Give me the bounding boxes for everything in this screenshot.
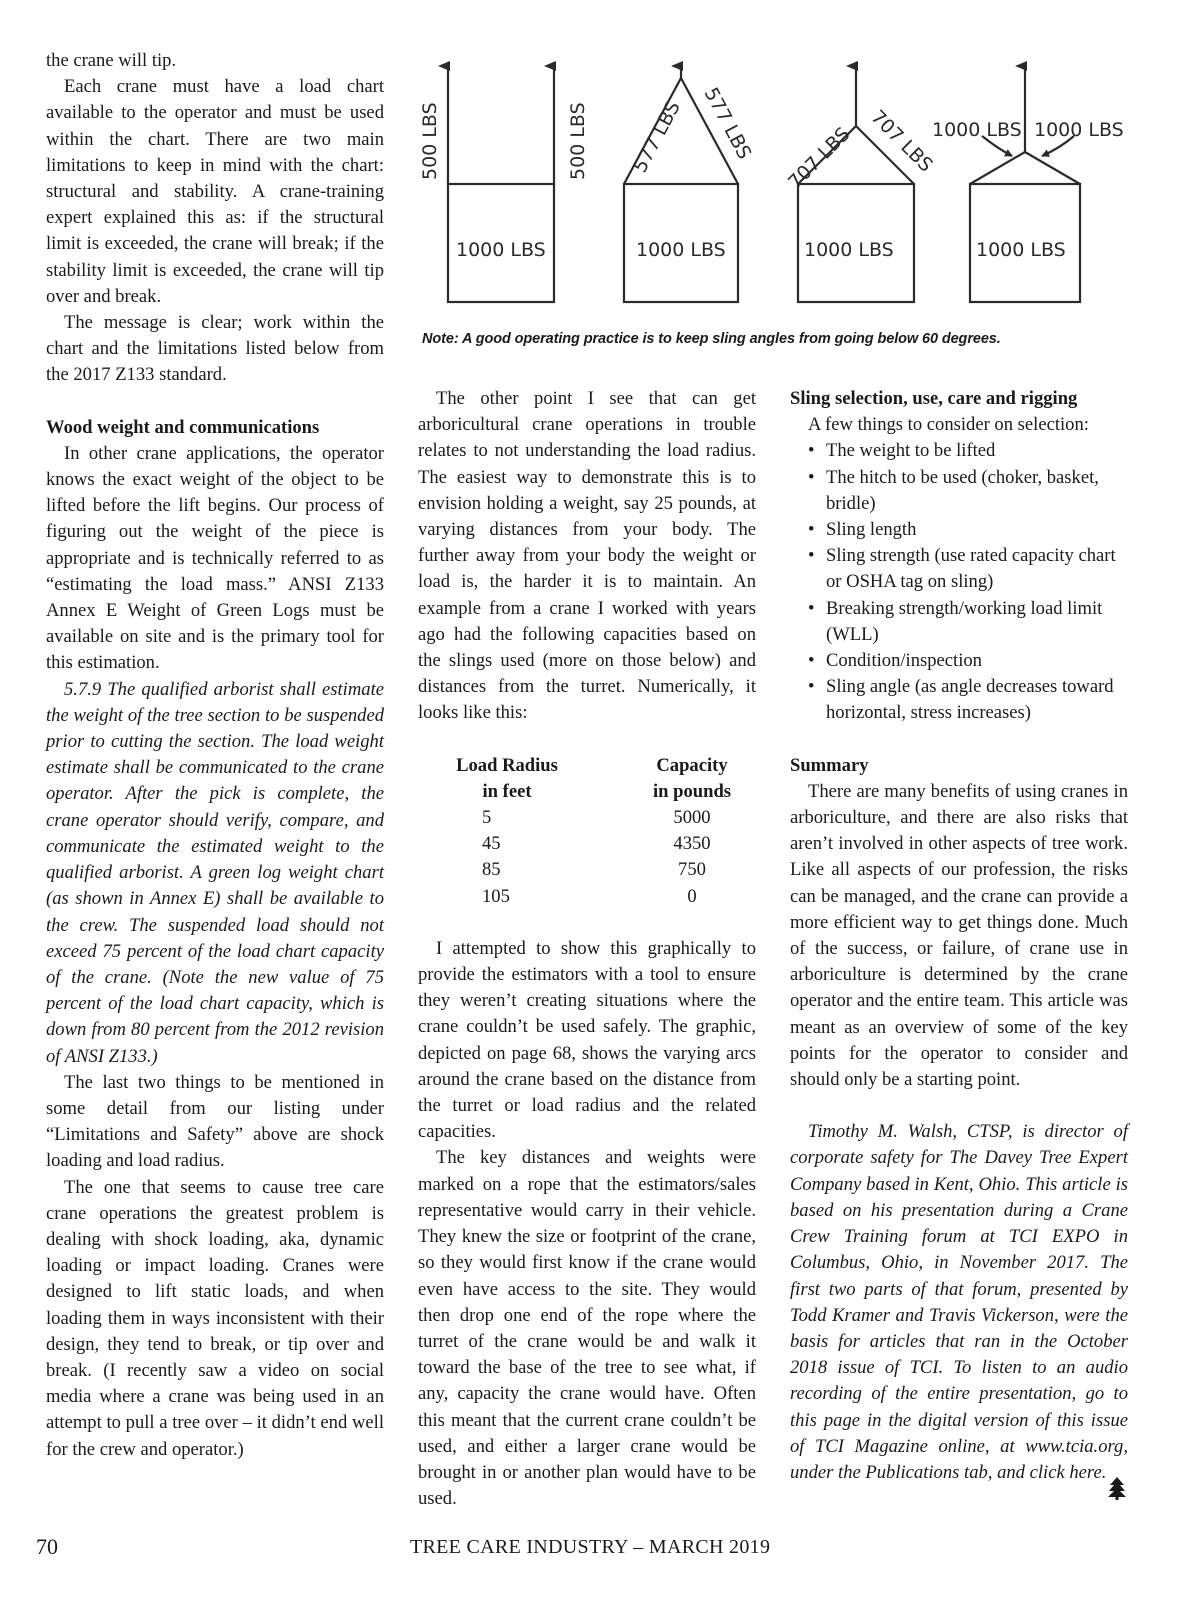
- section-heading-wood-weight: Wood weight and communications: [46, 416, 320, 438]
- label-c-right: 707 LBS: [866, 105, 937, 177]
- label-d-load: 1000 LBS: [976, 239, 1066, 261]
- table-header-radius-unit: in feet: [482, 780, 532, 802]
- sling-d-left: [970, 152, 1025, 184]
- paragraph: There are many benefits of using cranes in arboriculture, and there are also risks that aren’t involved in other aspects of tree work. Like all aspects of our profession, the risks can be managed, and the crane can provide a more efficient way to get things done. Much of the success, or failure, of crane use in arboriculture is determined by the crane operator and the entire team. This article was meant as an overview of some of the key points for the operator to consider and should only be a starting point.: [790, 780, 1128, 1091]
- paragraph: I attempted to show this graphically to provide the estimators with a tool to ensure they weren’t creating situations where the crane couldn’t be used safely. The graphic, depicted on page 68, shows the varying arcs around the crane based on the distance from the turret or load radius and the related capacities.: [418, 937, 756, 1143]
- cell-capacity: 5000: [673, 807, 711, 829]
- label-a-left: 500 LBS: [419, 102, 441, 180]
- cell-radius: 105: [482, 885, 510, 907]
- label-b-right: 577 LBS: [699, 84, 756, 163]
- table-header-capacity-unit: in pounds: [652, 780, 732, 802]
- sling-d-right: [1025, 152, 1080, 184]
- label-c-left: 707 LBS: [783, 123, 855, 194]
- table-header-radius: Load Radius: [456, 754, 558, 776]
- cell-capacity: 0: [687, 885, 697, 907]
- table-row: [436, 857, 748, 883]
- label-d-left: 1000 LBS: [932, 119, 1022, 141]
- label-a-load: 1000 LBS: [456, 239, 546, 261]
- label-d-right: 1000 LBS: [1034, 119, 1124, 141]
- paragraph: Each crane must have a load chart available to the operator and must be used within the chart. There are two main limitations to keep in mind with the chart: structural and stability. A crane-training expert explained this as: if the structural limit is exceeded, the crane will break; if the stability limit is exceeded, the crane will tip over and break.: [46, 76, 384, 307]
- paragraph: The other point I see that can get arboricultural crane operations in trouble relates to not understanding the load radius. The easiest way to demonstrate this is to envision holding a weight, say 25 pounds, at varying distances from your body. The further away from your body the weight or load is, the harder it is to maintain. An example from a crane I worked with years ago had the following capacities based on the slings used (more on those below) and distances from the turret. Numerically, it looks like this:: [418, 388, 756, 724]
- author-bio: Timothy M. Walsh, CTSP, is director of corporate safety for The Davey Tree Expert Company based in Kent, Ohio. This article is based on his presentation during a Crane Crew Training forum at TCI EXPO in Columbus, Ohio, in November 2017. The first two parts of that forum, presented by Todd Kramer and Travis Vickerson, were the basis for articles that ran in the October 2018 issue of TCI. To listen to an audio recording of the entire presentation, go to this page in the digital version of this issue of TCI Magazine online, at www.tcia.org, under the Publications tab, and click here.: [790, 1121, 1128, 1483]
- label-a-right: 500 LBS: [567, 102, 589, 180]
- figure-caption: Note: A good operating practice is to keep sling angles from going below 60 degrees.: [422, 331, 1001, 347]
- column-3: [790, 386, 1128, 1486]
- table-header-capacity: Capacity: [656, 754, 728, 776]
- list-item: • Sling length: [790, 517, 1128, 543]
- capacity-table: [436, 753, 748, 910]
- label-b-left: 577 LBS: [628, 97, 685, 177]
- cell-radius: 5: [482, 807, 492, 829]
- sling-angle-diagram: [412, 56, 1152, 316]
- cell-capacity: 750: [678, 859, 706, 881]
- label-c-load: 1000 LBS: [804, 239, 894, 261]
- paragraph: The key distances and weights were marked on a rope that the estimators/sales representative would carry in their vehicle. They knew the size or footprint of the crane, so they would first know if the crane would even have access to the site. They would then drop one end of the rope where the turret of the crane would be and walk it toward the base of the tree to see what, if any, capacity the crane would have. Often this meant that the current crane couldn’t be used, and either a larger crane would be brought in or another plan would have to be used.: [418, 1147, 756, 1510]
- cell-radius: 45: [482, 833, 501, 855]
- column-1: [46, 48, 384, 1463]
- list-item: • Sling strength (use rated capacity chart or OSHA tag on sling): [790, 543, 1128, 595]
- table-row: [436, 805, 748, 831]
- paragraph: In other crane applications, the operator knows the exact weight of the object to be lifted before the lift begins. Our process of figuring out the weight of the piece is appropriate and is technically referred to as “estimating the load mass.” ANSI Z133 Annex E Weight of Green Logs must be available on site and is the primary tool for this estimation.: [46, 442, 384, 674]
- table-row: [436, 831, 748, 857]
- section-heading-summary: Summary: [790, 754, 869, 776]
- paragraph: The message is clear; work within the chart and the limitations listed below from the 2017 Z133 standard.: [46, 312, 384, 386]
- list-item: • Sling angle (as angle decreases toward horizontal, stress increases): [790, 674, 1128, 726]
- column-2: [418, 386, 756, 1512]
- section-heading-sling: Sling selection, use, care and rigging: [790, 388, 1078, 409]
- list-item: • Condition/inspection: [790, 648, 1128, 674]
- cell-radius: 85: [482, 859, 501, 881]
- standard-quote: 5.7.9 The qualified arborist shall estimate the weight of the tree section to be suspended prior to cutting the section. The load weight estimate shall be communicated to the crane operator. After the pick is complete, the crane operator should verify, compare, and communicate the estimated weight to the qualified arborist. A green log weight chart (as shown in Annex E) shall be available to the crew. The suspended load should not exceed 75 percent of the load chart capacity of the crane. (Note the new value of 75 percent of the load chart capacity, which is down from 80 percent from the 2012 revision of ANSI Z133.): [46, 678, 384, 1067]
- tree-end-icon: [1106, 1476, 1128, 1500]
- publication-footer: TREE CARE INDUSTRY – MARCH 2019: [410, 1536, 771, 1558]
- table-row: [436, 884, 748, 910]
- paragraph: the crane will tip.: [46, 50, 177, 71]
- list-item: • The weight to be lifted: [790, 438, 1128, 464]
- paragraph: The last two things to be mentioned in some detail from our listing under “Limitations and Safety” above are shock loading and load radius.: [46, 1071, 384, 1172]
- page-number: 70: [36, 1534, 58, 1559]
- label-b-load: 1000 LBS: [636, 239, 726, 261]
- cell-capacity: 4350: [673, 833, 711, 855]
- list-item: • The hitch to be used (choker, basket, bridle): [790, 465, 1128, 517]
- paragraph: A few things to consider on selection:: [808, 414, 1089, 436]
- selection-list: [790, 438, 1128, 726]
- list-item: • Breaking strength/working load limit (WLL): [790, 596, 1128, 648]
- paragraph: The one that seems to cause tree care crane operations the greatest problem is dealing with shock loading, aka, dynamic loading or impact loading. Cranes were designed to lift static loads, and when loading them in ways inconsistent with their design, they tend to break, or tip over and break. (I recently saw a video on social media where a crane was being used in an attempt to pull a tree over – it didn’t end well for the crew and operator.): [46, 1176, 384, 1460]
